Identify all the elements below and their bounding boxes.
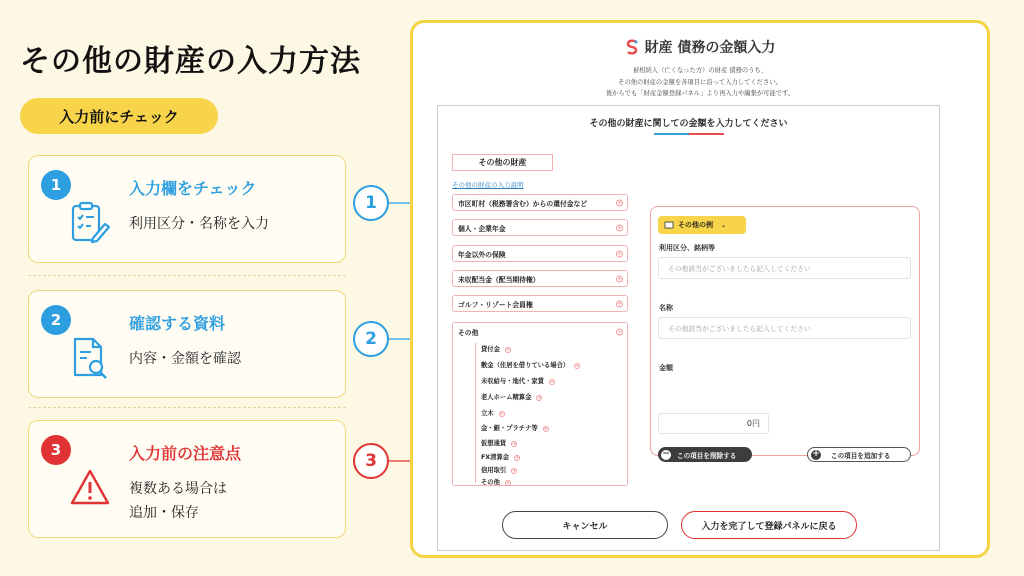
name-input[interactable]: その他該当がございましたら記入してください	[658, 317, 911, 339]
callout-3: 3	[353, 443, 389, 479]
chevron-down-icon: ⌄	[721, 221, 727, 229]
delete-item-button[interactable]	[658, 447, 752, 462]
sub-item[interactable]	[481, 465, 517, 474]
category-label: ゴルフ・リゾート会員権	[458, 300, 533, 309]
sub-item[interactable]	[481, 376, 555, 385]
app-title	[413, 37, 987, 57]
sub-item-label: その他	[481, 479, 500, 486]
subtitle-line: 被相続人（亡くなった方）の財産 債務のうち、	[632, 67, 768, 74]
example-button-label: その他の例	[678, 221, 713, 229]
step-card-1	[28, 155, 346, 263]
subtitle-line: 後からでも「財産金額登録パネル」より再入力や編集が可能です。	[605, 90, 795, 97]
sub-item-label: FX清算金	[481, 454, 510, 461]
sub-item-label: 仮想通貨	[481, 440, 507, 447]
app-screenshot-frame	[410, 20, 990, 558]
sub-item[interactable]	[481, 477, 511, 486]
logo-icon	[625, 39, 639, 55]
step-description	[129, 477, 227, 525]
document-search-icon	[69, 335, 111, 381]
form-heading: その他の財産に関しての金額を入力してください	[589, 119, 788, 129]
example-dropdown-button[interactable]	[658, 216, 746, 234]
step-title: 入力前の注意点	[129, 444, 242, 463]
delete-button-label: この項目を削除する	[677, 451, 737, 460]
sub-item[interactable]	[481, 344, 511, 353]
usage-label: 利用区分、銘柄等	[659, 244, 715, 252]
tree-line	[475, 343, 476, 483]
step-title: 確認する資料	[129, 314, 226, 333]
add-item-button[interactable]	[807, 447, 911, 462]
plus-icon: +	[512, 468, 517, 474]
category-label: 個人・企業年金	[458, 224, 506, 233]
category-item[interactable]	[452, 270, 628, 287]
checklist-label: 入力前にチェック	[20, 98, 218, 134]
help-link[interactable]: その他の財産の入力説明	[452, 181, 524, 189]
sub-item-label: 貸付金	[481, 346, 500, 353]
step-description-line: 複数ある場合は	[129, 481, 227, 497]
sub-item-label: 老人ホーム精算金	[481, 394, 532, 401]
form-panel	[437, 105, 940, 551]
plus-icon: +	[505, 347, 511, 353]
warning-icon	[69, 465, 111, 511]
minus-icon: −	[662, 449, 670, 459]
sub-item-label: 立木	[481, 410, 494, 417]
plus-icon: +	[543, 426, 548, 432]
book-icon	[664, 221, 674, 229]
sub-item-label: 金・銀・プラチナ等	[481, 425, 538, 432]
cancel-button[interactable]: キャンセル	[502, 511, 668, 539]
step-description: 内容・金額を確認	[129, 351, 241, 367]
other-category-label: その他	[458, 329, 479, 337]
category-item[interactable]	[452, 219, 628, 236]
sub-item[interactable]	[481, 452, 520, 461]
plus-icon[interactable]: +	[617, 328, 623, 336]
plus-icon: +	[617, 275, 623, 282]
sub-item[interactable]	[481, 392, 542, 401]
callout-2: 2	[353, 321, 389, 357]
category-item[interactable]	[452, 245, 628, 262]
amount-label: 金額	[659, 364, 673, 372]
step-number: 1	[41, 170, 71, 200]
sub-item[interactable]	[481, 360, 580, 369]
plus-icon: +	[505, 480, 511, 486]
plus-icon: +	[537, 395, 542, 401]
category-label: 年金以外の保険	[458, 250, 506, 259]
plus-icon: +	[512, 441, 517, 447]
clipboard-edit-icon	[69, 200, 111, 246]
sub-item-label: 未収給与・地代・家賃	[481, 378, 544, 385]
sub-item[interactable]	[481, 423, 549, 432]
step-card-3	[28, 420, 346, 538]
plus-icon: +	[575, 363, 580, 369]
other-category-group	[452, 322, 628, 486]
app-title-text: 財産 債務の金額入力	[644, 40, 776, 56]
plus-icon: +	[617, 300, 623, 307]
complete-and-return-button[interactable]: 入力を完了して登録パネルに戻る	[681, 511, 857, 539]
detail-panel	[650, 206, 920, 460]
plus-icon: +	[499, 411, 504, 417]
step-card-2	[28, 290, 346, 398]
plus-icon: +	[617, 199, 623, 206]
section-tag: その他の財産	[452, 154, 553, 171]
step-title: 入力欄をチェック	[129, 179, 257, 198]
subtitle-line: その他の財産の金額を各項目に沿って入力してください。	[618, 78, 782, 86]
category-item[interactable]	[452, 295, 628, 312]
sub-item[interactable]	[481, 438, 517, 447]
sub-item[interactable]	[481, 408, 505, 417]
plus-icon: +	[812, 449, 820, 459]
category-label: 市区町村（税務署含む）からの還付金など	[458, 199, 588, 208]
callout-1: 1	[353, 185, 389, 221]
add-button-label: この項目を追加する	[831, 451, 891, 460]
sub-item-label: 信用取引	[481, 467, 507, 474]
step-description-line: 追加・保存	[129, 505, 199, 521]
plus-icon: +	[515, 455, 520, 461]
amount-input[interactable]: 0円	[658, 413, 769, 434]
divider	[28, 275, 346, 276]
usage-input[interactable]: その他該当がございましたら記入してください	[658, 257, 911, 279]
name-label: 名称	[659, 304, 673, 312]
page-title: その他の財産の入力方法	[20, 44, 361, 79]
plus-icon: +	[617, 250, 623, 257]
plus-icon: +	[549, 379, 555, 385]
category-label: 未収配当金（配当期待権）	[458, 275, 540, 284]
step-number: 2	[41, 305, 71, 335]
heading-underline	[654, 133, 724, 135]
divider	[28, 407, 346, 408]
app-subtitle	[413, 65, 987, 100]
step-number: 3	[41, 435, 71, 465]
sub-item-label: 敷金（住居を借りている場合）	[481, 362, 570, 369]
plus-icon: +	[617, 224, 623, 231]
step-description: 利用区分・名称を入力	[129, 216, 269, 232]
category-item[interactable]	[452, 194, 628, 211]
